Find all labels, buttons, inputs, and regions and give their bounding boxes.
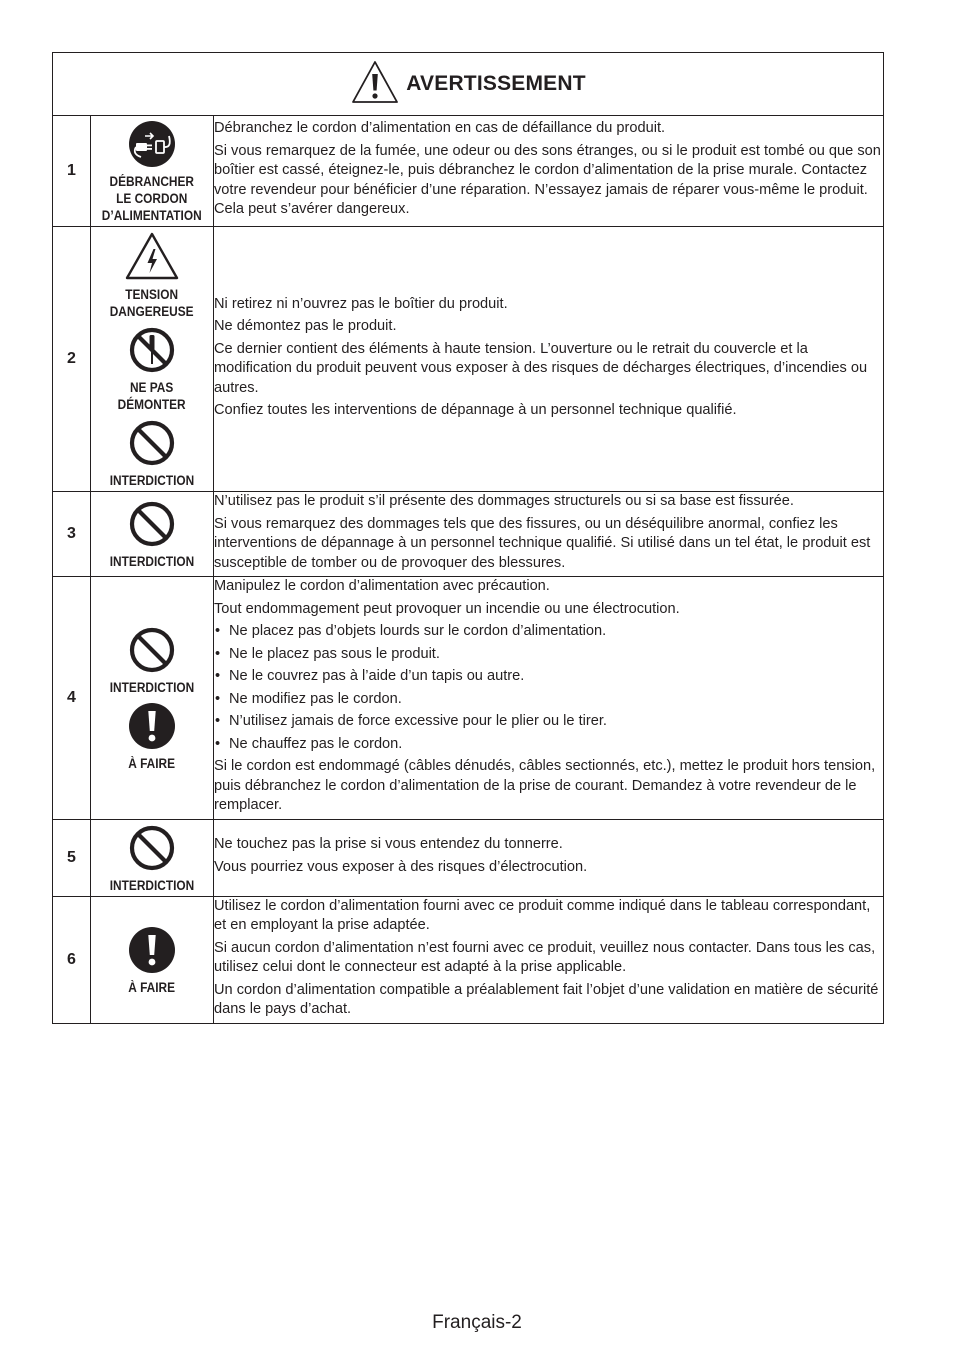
safety-symbol [91, 622, 213, 698]
symbol-label: À FAIRE [128, 755, 176, 771]
symbol-label: INTERDICTION [109, 473, 195, 488]
instruction-cell [214, 116, 884, 227]
instruction-text: Confiez toutes les interventions de dépannage à un personnel technique qualifié. [214, 402, 737, 418]
instruction-text: Vous pourriez vous exposer à des risques d’électrocution. [214, 858, 588, 875]
list-item: • Ne chauffez pas le cordon. [214, 735, 883, 755]
instruction-text: Un cordon d’alimentation compatible a préalablement fait l’objet d’une validation en matière de sécurité dans le pays d’achat. [214, 981, 879, 1017]
instruction-text: Utilisez le cordon d’alimentation fourni avec ce produit comme indiqué dans le tableau correspondant, et en employant la prise adaptée. [214, 897, 871, 933]
prohibition-icon [128, 626, 176, 679]
warning-triangle-icon [350, 59, 400, 110]
instruction-text: N’utilisez pas le produit s’il présente des dommages structurels ou si sa base est fissurée. [214, 493, 794, 509]
instruction-text: Tout endommagement peut provoquer un incendie ou une électrocution. [214, 600, 680, 617]
instruction-text: Ce dernier contient des éléments à haute tension. L’ouverture ou le retrait du couvercle et la modification du produit peuvent vous exposer à des risques de décharges électriques, d’incendies ou autres. [214, 340, 868, 396]
row-number: 6 [53, 896, 91, 1023]
symbol-label: À FAIRE [128, 979, 176, 995]
list-item: • Ne le placez pas sous le produit. [214, 645, 883, 665]
symbol-cell [91, 577, 214, 820]
safety-symbol [91, 496, 213, 572]
warning-row [53, 819, 884, 896]
instruction-cell [214, 492, 884, 577]
list-item: • N’utilisez jamais de force excessive pour le plier ou le tirer. [214, 712, 883, 732]
instruction-text: Ne démontez pas le produit. [214, 318, 397, 334]
safety-symbol [91, 820, 213, 896]
instruction-text: Ni retirez ni n’ouvrez pas le boîtier du produit. [214, 295, 508, 312]
instruction-cell [214, 819, 884, 896]
safety-symbol [91, 698, 213, 774]
row-number: 2 [53, 227, 91, 492]
list-item: • Ne le couvrez pas à l’aide d’un tapis ou autre. [214, 667, 883, 687]
symbol-label: INTERDICTION [109, 679, 195, 695]
warning-table [52, 52, 884, 1024]
symbol-label: INTERDICTION [109, 554, 195, 569]
no-disassembly-icon [128, 326, 176, 379]
warning-row [53, 116, 884, 227]
safety-symbol [91, 227, 213, 322]
instruction-text: Ne touchez pas la prise si vous entendez du tonnerre. [214, 836, 563, 852]
prohibition-icon [128, 419, 176, 472]
prohibition-icon [128, 824, 176, 877]
symbol-cell [91, 116, 214, 227]
symbol-label: TENSION DANGEREUSE [110, 287, 194, 319]
symbol-label: NE PAS DÉMONTER [118, 380, 186, 412]
instruction-cell [214, 896, 884, 1023]
instruction-text: Si aucun cordon d’alimentation n’est fourni avec ce produit, veuillez nous contacter. Dans tous les cas, utilisez celui dont le connecteur est adapté à la prise applicable. [214, 939, 876, 975]
symbol-label: INTERDICTION [109, 877, 195, 893]
safety-symbol [91, 322, 213, 415]
instruction-list [214, 622, 883, 754]
warning-row [53, 896, 884, 1023]
instruction-cell [214, 577, 884, 820]
instruction-text: Manipulez le cordon d’alimentation avec précaution. [214, 578, 550, 594]
instruction-cell [214, 227, 884, 492]
warning-title: AVERTISSEMENT [406, 72, 586, 95]
unplug-icon [128, 120, 176, 173]
symbol-cell [91, 227, 214, 492]
list-item: • Ne placez pas d’objets lourds sur le cordon d’alimentation. [214, 622, 883, 642]
row-number: 4 [53, 577, 91, 820]
warning-row [53, 577, 884, 820]
instruction-text: Débranchez le cordon d’alimentation en cas de défaillance du produit. [214, 120, 666, 137]
instruction-text: Si vous remarquez des dommages tels que des fissures, ou un déséquilibre anormal, confiez les interventions de dépannage à un personnel technique qualifié. Si utilisé dans un tel état, le produit est susceptible de tomber ou de provoquer des blessures. [214, 515, 871, 571]
row-number: 1 [53, 116, 91, 227]
safety-symbol [91, 922, 213, 998]
mandatory-action-icon [128, 702, 176, 755]
row-number: 5 [53, 819, 91, 896]
symbol-label: DÉBRANCHER LE CORDON D’ALIMENTATION [102, 174, 202, 223]
high-voltage-icon [124, 231, 180, 286]
symbol-cell [91, 492, 214, 577]
safety-symbol [91, 415, 213, 491]
instruction-text: Si vous remarquez de la fumée, une odeur ou des sons étranges, ou si le produit est tombé ou que son boîtier est cassé, éteignez-le, puis débranchez le cordon d’alimentation de la prise murale. Contactez votre revendeur pour bénéficier d’une réparation. N’essayez jamais de réparer vous-même le produit. Cela peut s’avérer dangereux. [214, 142, 881, 218]
symbol-cell [91, 896, 214, 1023]
safety-symbol [91, 116, 213, 226]
warning-row [53, 227, 884, 492]
list-item: • Ne modifiez pas le cordon. [214, 690, 883, 710]
prohibition-icon [128, 500, 176, 553]
symbol-cell [91, 819, 214, 896]
warning-row [53, 492, 884, 577]
row-number: 3 [53, 492, 91, 577]
warning-page [52, 52, 884, 1024]
page-footer: Français-2 [432, 1312, 522, 1333]
instruction-text: Si le cordon est endommagé (câbles dénudés, câbles sectionnés, etc.), mettez le produit hors tension, puis débranchez le cordon d’alimentation de la prise de courant. Demandez à votre revendeur de le remplacer. [214, 758, 876, 813]
warning-header-row [53, 53, 884, 116]
warning-header [53, 53, 884, 116]
mandatory-action-icon [128, 926, 176, 979]
